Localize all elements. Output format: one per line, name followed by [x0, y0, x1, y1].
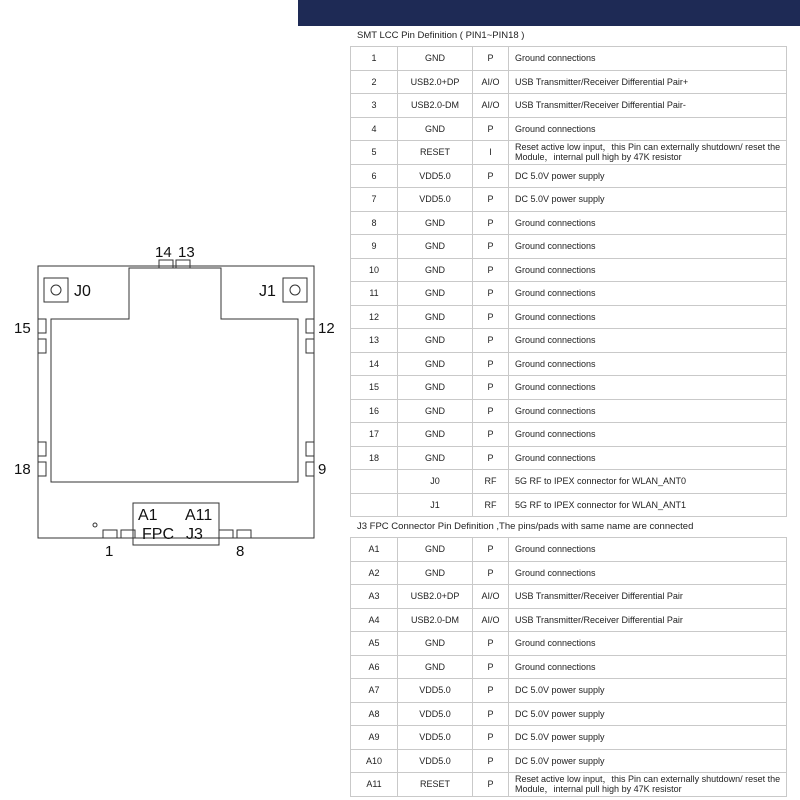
pin-number-cell: [351, 470, 398, 494]
pin-number-cell: 3: [351, 94, 398, 118]
pin-number-cell: 14: [351, 352, 398, 376]
pin-type-cell: P: [473, 679, 509, 703]
table-row: [351, 305, 787, 329]
pin-description-cell: Ground connections: [509, 423, 787, 447]
pad-8: [237, 530, 251, 538]
pin-name-cell: GND: [398, 235, 473, 259]
pin-description-cell: Ground connections: [509, 329, 787, 353]
pin-type-cell: P: [473, 561, 509, 585]
pin-type-cell: P: [473, 423, 509, 447]
pin-number-cell: A9: [351, 726, 398, 750]
pin-type-cell: P: [473, 235, 509, 259]
pin-name-cell: GND: [398, 632, 473, 656]
table-row: [351, 141, 787, 165]
pin-type-cell: AI/O: [473, 70, 509, 94]
pad-1: [103, 530, 117, 538]
pad-15: [38, 319, 46, 333]
pin-type-cell: P: [473, 702, 509, 726]
pin-number-cell: A8: [351, 702, 398, 726]
table-row: [351, 164, 787, 188]
pin-name-cell: GND: [398, 561, 473, 585]
fpc-table-title: J3 FPC Connector Pin Definition ,The pins/pads with same name are connected: [357, 521, 694, 532]
pin-description-cell: 5G RF to IPEX connector for WLAN_ANT0: [509, 470, 787, 494]
connector-label-a11: A11: [185, 507, 213, 524]
pin-type-cell: AI/O: [473, 585, 509, 609]
pin-number-cell: A6: [351, 655, 398, 679]
pin-type-cell: P: [473, 117, 509, 141]
pin-label-1: 1: [105, 543, 114, 560]
pin-description-cell: Ground connections: [509, 446, 787, 470]
table-row: [351, 423, 787, 447]
connector-label-j3: J3: [186, 526, 203, 543]
pin1-marker: [93, 523, 97, 527]
pin-name-cell: GND: [398, 352, 473, 376]
pin-name-cell: USB2.0+DP: [398, 585, 473, 609]
pad-18: [38, 462, 46, 476]
j1-connector: [283, 278, 307, 302]
pin-type-cell: P: [473, 726, 509, 750]
pad-9: [306, 462, 314, 476]
smt-pin-table: [350, 46, 787, 517]
table-row: [351, 117, 787, 141]
pad-7: [219, 530, 233, 538]
pin-name-cell: VDD5.0: [398, 164, 473, 188]
pin-type-cell: P: [473, 376, 509, 400]
pin-label-18: 18: [14, 461, 31, 478]
connector-label-fpc: FPC: [142, 526, 174, 543]
pin-description-cell: DC 5.0V power supply: [509, 188, 787, 212]
pin-description-cell: USB Transmitter/Receiver Differential Pair-: [509, 94, 787, 118]
pin-description-cell: Ground connections: [509, 399, 787, 423]
pin-label-12: 12: [318, 320, 335, 337]
pin-name-cell: GND: [398, 47, 473, 71]
pin-description-cell: Ground connections: [509, 47, 787, 71]
pin-description-cell: USB Transmitter/Receiver Differential Pair: [509, 585, 787, 609]
pin-number-cell: A3: [351, 585, 398, 609]
pin-type-cell: P: [473, 655, 509, 679]
table-row: [351, 258, 787, 282]
pin-number-cell: 17: [351, 423, 398, 447]
pad-13: [176, 260, 190, 268]
pin-number-cell: 7: [351, 188, 398, 212]
pin-number-cell: 12: [351, 305, 398, 329]
pin-name-cell: GND: [398, 117, 473, 141]
pin-description-cell: Ground connections: [509, 632, 787, 656]
pin-type-cell: P: [473, 538, 509, 562]
table-row: [351, 94, 787, 118]
pin-name-cell: GND: [398, 282, 473, 306]
pin-label-9: 9: [318, 461, 327, 478]
table-row: [351, 399, 787, 423]
pin-type-cell: P: [473, 282, 509, 306]
pin-name-cell: USB2.0-DM: [398, 94, 473, 118]
j0-connector-ring: [51, 285, 61, 295]
pin-name-cell: GND: [398, 655, 473, 679]
pin-description-cell: Ground connections: [509, 282, 787, 306]
pin-number-cell: 16: [351, 399, 398, 423]
module-diagram: [0, 230, 350, 570]
pin-description-cell: Ground connections: [509, 561, 787, 585]
pin-description-cell: Ground connections: [509, 352, 787, 376]
pin-type-cell: P: [473, 329, 509, 353]
fpc-pin-table: [350, 537, 787, 797]
pin-type-cell: P: [473, 632, 509, 656]
pin-definition-tables: [350, 26, 786, 797]
pin-label-14: 14: [155, 244, 172, 261]
pin-description-cell: Ground connections: [509, 258, 787, 282]
pin-type-cell: I: [473, 141, 509, 165]
smt-table-title: SMT LCC Pin Definition ( PIN1~PIN18 ): [357, 30, 525, 41]
shield-outline: [51, 268, 298, 482]
pad-12: [306, 319, 314, 333]
board-outline: [38, 266, 314, 538]
pin-type-cell: P: [473, 305, 509, 329]
antenna-label-j0: J0: [74, 283, 91, 300]
table-row: [351, 211, 787, 235]
pin-description-cell: DC 5.0V power supply: [509, 726, 787, 750]
header-bar: [298, 0, 800, 26]
pin-type-cell: P: [473, 773, 509, 797]
pin-type-cell: RF: [473, 470, 509, 494]
pin-label-15: 15: [14, 320, 31, 337]
pin-number-cell: A2: [351, 561, 398, 585]
pin-type-cell: P: [473, 399, 509, 423]
pin-name-cell: RESET: [398, 141, 473, 165]
pin-number-cell: A10: [351, 749, 398, 773]
pin-name-cell: VDD5.0: [398, 726, 473, 750]
pin-type-cell: P: [473, 211, 509, 235]
pin-name-cell: VDD5.0: [398, 188, 473, 212]
pin-name-cell: J1: [398, 493, 473, 517]
pin-number-cell: 1: [351, 47, 398, 71]
pin-number-cell: A7: [351, 679, 398, 703]
pin-name-cell: GND: [398, 376, 473, 400]
pin-name-cell: VDD5.0: [398, 749, 473, 773]
table-row: [351, 70, 787, 94]
pin-description-cell: Ground connections: [509, 235, 787, 259]
pin-description-cell: Reset active low input，this Pin can externally shutdown/ reset the Module，internal pull high by 47K resistor: [509, 141, 787, 165]
pin-description-cell: Ground connections: [509, 117, 787, 141]
table-row: [351, 446, 787, 470]
pin-number-cell: A11: [351, 773, 398, 797]
pin-label-8: 8: [236, 543, 245, 560]
table-row: [351, 47, 787, 71]
pad-14: [159, 260, 173, 268]
pin-number-cell: A1: [351, 538, 398, 562]
table-row: [351, 679, 787, 703]
table-row: [351, 329, 787, 353]
pin-type-cell: AI/O: [473, 608, 509, 632]
pin-name-cell: GND: [398, 258, 473, 282]
pin-name-cell: GND: [398, 211, 473, 235]
pin-name-cell: GND: [398, 305, 473, 329]
pin-description-cell: 5G RF to IPEX connector for WLAN_ANT1: [509, 493, 787, 517]
table-row: [351, 585, 787, 609]
pin-number-cell: 4: [351, 117, 398, 141]
pin-type-cell: P: [473, 352, 509, 376]
table-row: [351, 352, 787, 376]
table-row: [351, 538, 787, 562]
table-row: [351, 282, 787, 306]
pin-number-cell: 10: [351, 258, 398, 282]
pin-type-cell: P: [473, 164, 509, 188]
pin-number-cell: 2: [351, 70, 398, 94]
pin-number-cell: 13: [351, 329, 398, 353]
pin-number-cell: 6: [351, 164, 398, 188]
pad-11: [306, 339, 314, 353]
pin-number-cell: 15: [351, 376, 398, 400]
pad-16: [38, 339, 46, 353]
pin-name-cell: GND: [398, 423, 473, 447]
table-row: [351, 470, 787, 494]
table-row: [351, 726, 787, 750]
pin-number-cell: 11: [351, 282, 398, 306]
pad-17: [38, 442, 46, 456]
antenna-label-j1: J1: [259, 283, 276, 300]
table-row: [351, 773, 787, 797]
pin-description-cell: Ground connections: [509, 305, 787, 329]
table-row: [351, 376, 787, 400]
pin-description-cell: DC 5.0V power supply: [509, 702, 787, 726]
pin-description-cell: DC 5.0V power supply: [509, 749, 787, 773]
table-row: [351, 702, 787, 726]
pin-description-cell: USB Transmitter/Receiver Differential Pair: [509, 608, 787, 632]
table-row: [351, 188, 787, 212]
pin-description-cell: DC 5.0V power supply: [509, 164, 787, 188]
pin-description-cell: DC 5.0V power supply: [509, 679, 787, 703]
pin-description-cell: USB Transmitter/Receiver Differential Pair+: [509, 70, 787, 94]
table-row: [351, 655, 787, 679]
pin-description-cell: Reset active low input，this Pin can externally shutdown/ reset the Module，internal pull high by 47K resistor: [509, 773, 787, 797]
table-row: [351, 235, 787, 259]
pin-name-cell: VDD5.0: [398, 702, 473, 726]
pin-number-cell: 8: [351, 211, 398, 235]
pin-name-cell: GND: [398, 329, 473, 353]
pin-name-cell: GND: [398, 446, 473, 470]
connector-label-a1: A1: [138, 507, 158, 524]
pin-type-cell: P: [473, 446, 509, 470]
pin-number-cell: A5: [351, 632, 398, 656]
table-row: [351, 561, 787, 585]
pin-number-cell: 5: [351, 141, 398, 165]
pin-description-cell: Ground connections: [509, 376, 787, 400]
pin-type-cell: RF: [473, 493, 509, 517]
pin-number-cell: 18: [351, 446, 398, 470]
pad-10: [306, 442, 314, 456]
table-row: [351, 493, 787, 517]
pin-type-cell: P: [473, 749, 509, 773]
table-row: [351, 608, 787, 632]
table-row: [351, 632, 787, 656]
pin-type-cell: AI/O: [473, 94, 509, 118]
pin-number-cell: A4: [351, 608, 398, 632]
pin-type-cell: P: [473, 47, 509, 71]
pin-name-cell: USB2.0+DP: [398, 70, 473, 94]
table-row: [351, 749, 787, 773]
pin-type-cell: P: [473, 258, 509, 282]
pin-name-cell: USB2.0-DM: [398, 608, 473, 632]
pin-name-cell: J0: [398, 470, 473, 494]
pin-name-cell: GND: [398, 538, 473, 562]
pin-label-13: 13: [178, 244, 195, 261]
pin-number-cell: [351, 493, 398, 517]
j1-connector-ring: [290, 285, 300, 295]
pin-name-cell: RESET: [398, 773, 473, 797]
pin-number-cell: 9: [351, 235, 398, 259]
j0-connector: [44, 278, 68, 302]
pin-type-cell: P: [473, 188, 509, 212]
pin-name-cell: GND: [398, 399, 473, 423]
pin-description-cell: Ground connections: [509, 211, 787, 235]
pin-description-cell: Ground connections: [509, 538, 787, 562]
pin-description-cell: Ground connections: [509, 655, 787, 679]
pin-name-cell: VDD5.0: [398, 679, 473, 703]
